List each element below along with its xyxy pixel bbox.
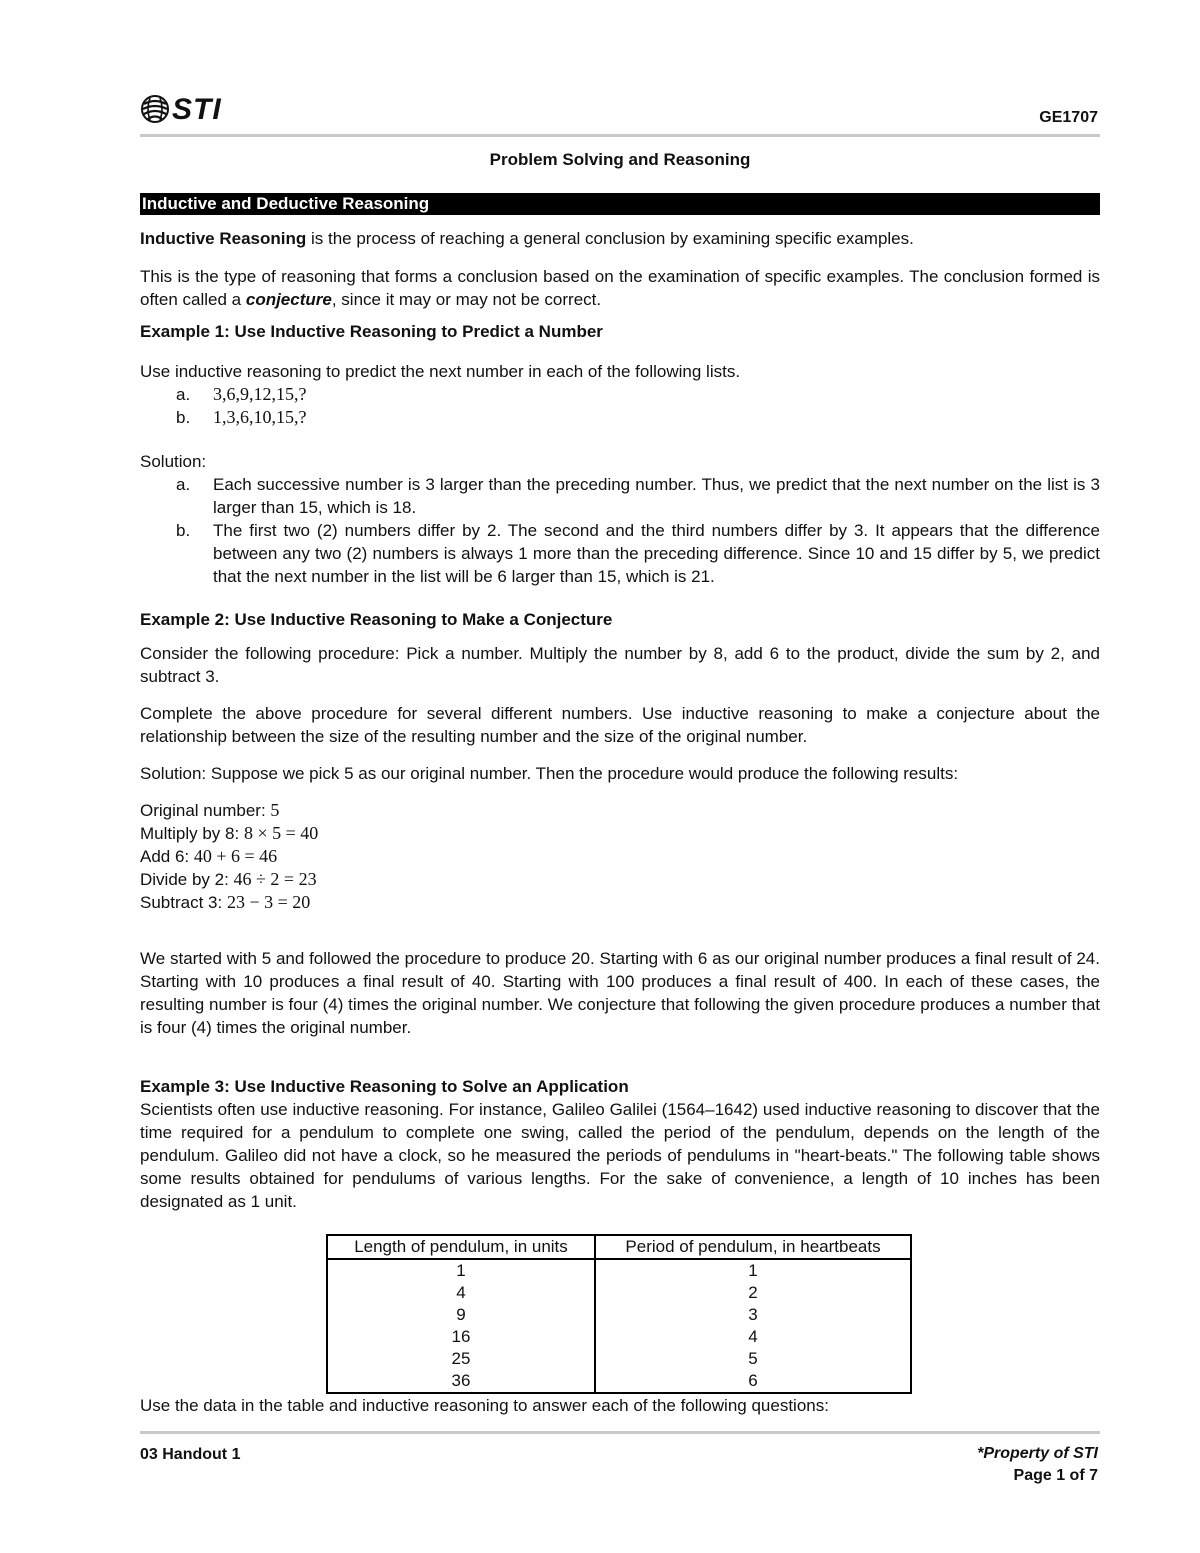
list-item: b. 1,3,6,10,15,? [176,407,307,427]
handout-label: 03 Handout 1 [140,1446,241,1463]
sti-globe-icon [140,94,170,124]
step-line: Add 6: 40 + 6 = 46 [140,846,278,866]
example1-heading: Example 1: Use Inductive Reasoning to Predict a Number [140,322,603,341]
example2-instructions: Complete the above procedure for several different numbers. Use inductive reasoning to make a conjecture about the relationship between the size of the resulting number and the size of the original number. [140,704,1100,746]
header-divider [140,134,1100,137]
table-row: 25 5 [327,1348,911,1370]
example2-solution: Solution: Suppose we pick 5 as our original number. Then the procedure would produce the following results: [140,764,959,783]
table-row: 4 2 [327,1282,911,1304]
course-code: GE1707 [1039,109,1098,126]
intro-paragraph: This is the type of reasoning that forms a conclusion based on the examination of specific examples. The conclusion formed is often called a conjecture, since it may or may not be correct. [140,267,1100,309]
step-line: Subtract 3: 23 − 3 = 20 [140,892,311,912]
page-number: Page 1 of 7 [1013,1467,1098,1484]
table-row: 1 1 [327,1259,911,1282]
example3-heading: Example 3: Use Inductive Reasoning to Solve an Application [140,1077,629,1096]
footer-divider [140,1431,1100,1434]
page-title: Problem Solving and Reasoning [489,150,751,169]
example1-solutions [140,473,1100,588]
example2-heading: Example 2: Use Inductive Reasoning to Make a Conjecture [140,610,613,629]
document-page [140,0,1100,1553]
step-line: Original number: 5 [140,800,280,820]
property-notice: *Property of STI [977,1445,1098,1462]
sti-logo [140,92,222,126]
list-item: a. Each successive number is 3 larger than the preceding number. Thus, we predict that the next number on the list is 3 larger than 15, which is 18. [176,475,1100,517]
example3-paragraph: Scientists often use inductive reasoning. For instance, Galileo Galilei (1564–1642) used inductive reasoning to discover that the time required for a pendulum to complete one swing, called the period of the pendulum, depends on the length of the pendulum. Galileo did not have a clock, so he measured the periods of pendulums in "heart-beats." The following table shows some results obtained for pendulums of various lengths. For the sake of convenience, a length of 10 inches has been designated as 1 unit. [140,1100,1100,1211]
step-line: Multiply by 8: 8 × 5 = 40 [140,823,319,843]
example1-prompt: Use inductive reasoning to predict the next number in each of the following lists. [140,362,741,381]
example2-conclusion: We started with 5 and followed the procedure to produce 20. Starting with 6 as our original number produces a final result of 24. Starting with 10 produces a final result of 40. Starting with 100 produces a final result of 400. In each of these cases, the resulting number is four (4) times the original number. We conjecture that following the given procedure produces a number that is four (4) times the original number. [140,949,1100,1037]
example2-steps [140,799,1100,914]
list-item: a. 3,6,9,12,15,? [176,384,307,404]
example1-solution-label: Solution: [140,452,207,471]
column-header-period: Period of pendulum, in heartbeats [595,1235,911,1259]
list-item: b. The first two (2) numbers differ by 2. The second and the third numbers differ by 3. It appears that the difference between any two (2) numbers is always 1 more than the preceding difference. Since 10 and 15 differ by 5, we predict that the next number in the list will be 6 larger than 15, which is 21. [176,521,1100,586]
table-header-row [327,1235,911,1259]
definition-text: is the process of reaching a general conclusion by examining specific examples. [306,229,914,248]
table-row: 9 3 [327,1304,911,1326]
logo-wordmark: STI [172,92,222,126]
intro-definition [140,227,1100,250]
column-header-length: Length of pendulum, in units [327,1235,595,1259]
table-row: 16 4 [327,1326,911,1348]
footer-info [977,1443,1098,1487]
section-heading: Inductive and Deductive Reasoning [140,193,1100,215]
example2-procedure: Consider the following procedure: Pick a number. Multiply the number by 8, add 6 to the product, divide the sum by 2, and subtract 3. [140,644,1100,686]
term-inductive-reasoning: Inductive Reasoning [140,229,307,248]
pendulum-table [326,1234,912,1394]
conjecture-term: conjecture [245,290,332,309]
example1-lists [140,383,1100,429]
example3-after-table: Use the data in the table and inductive reasoning to answer each of the following questions: [140,1396,829,1415]
step-line: Divide by 2: 46 ÷ 2 = 23 [140,869,317,889]
table-row: 36 6 [327,1370,911,1393]
